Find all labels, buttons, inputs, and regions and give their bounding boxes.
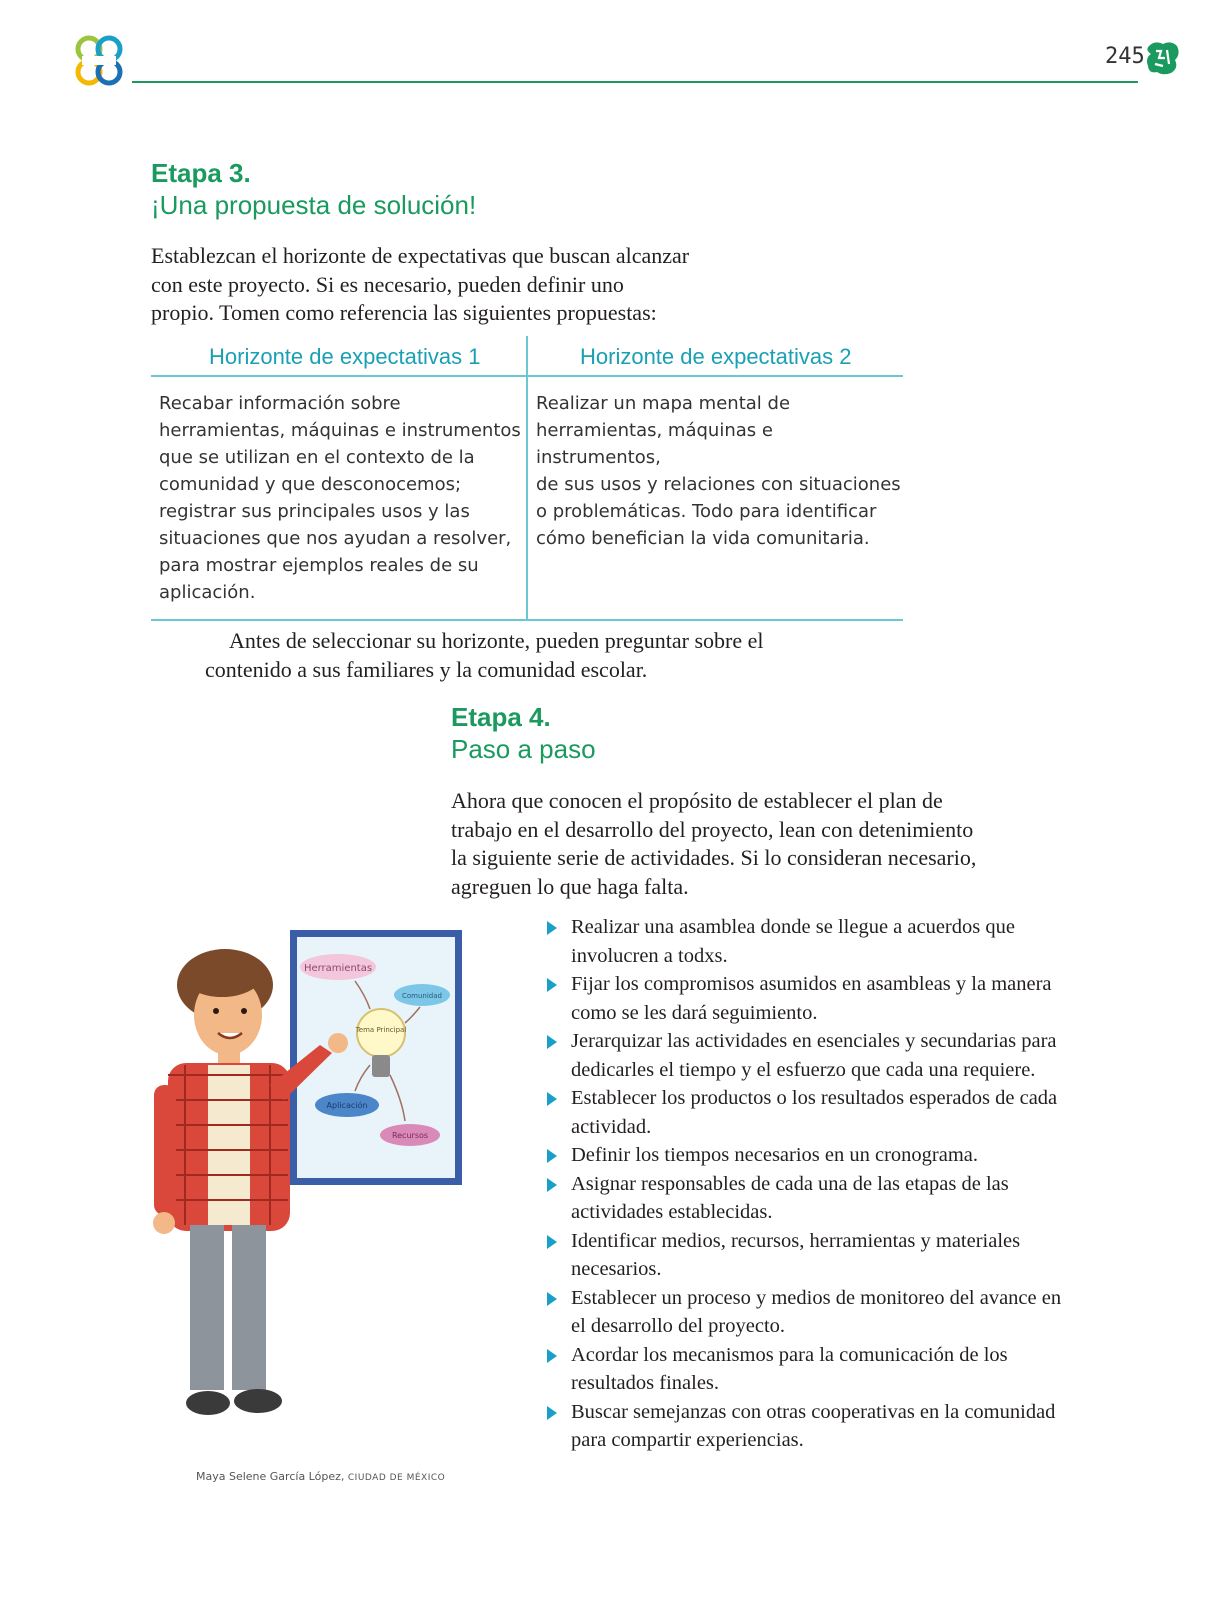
- table-cell-line: situaciones que nos ayudan a resolver,: [159, 528, 512, 549]
- caption-name: Maya Selene García López,: [196, 1470, 345, 1483]
- step-text: Establecer los productos o los resultados esperados de cada actividad.: [571, 1087, 1058, 1138]
- table-cell-line: para mostrar ejemplos reales de su: [159, 555, 479, 576]
- board-label-center: Tema Principal: [355, 1026, 407, 1034]
- caption-place: CIUDAD DE MÉXICO: [347, 1473, 446, 1483]
- step-text: Realizar una asamblea donde se llegue a acuerdos que involucren a todxs.: [571, 916, 1015, 967]
- triangle-bullet-icon: [547, 921, 557, 935]
- list-item: [545, 1027, 1075, 1084]
- table-cell-line: que se utilizan en el contexto de la: [159, 447, 475, 468]
- step-text: Definir los tiempos necesarios en un cronograma.: [571, 1144, 979, 1166]
- stage3-note-line: Antes de seleccionar su horizonte, pueden preguntar sobre el: [229, 628, 764, 653]
- stage4-intro-line: agreguen lo que haga falta.: [451, 873, 689, 899]
- board-label-solution: Aplicación: [326, 1101, 368, 1110]
- step-text: Establecer un proceso y medios de monitoreo del avance en el desarrollo del proyecto.: [571, 1286, 1062, 1337]
- table-cell-line: Recabar información sobre: [159, 393, 401, 414]
- table-cell-line: aplicación.: [159, 582, 256, 603]
- stage3-intro-line: Establezcan el horizonte de expectativas que buscan alcanzar: [151, 243, 690, 268]
- list-item: [545, 1227, 1075, 1284]
- step-text: Jerarquizar las actividades en esenciales y secundarias para dedicarles el tiempo y el esfuerzo que cada una requiere.: [571, 1030, 1057, 1081]
- triangle-bullet-icon: [547, 978, 557, 992]
- stage4-intro: [451, 787, 976, 901]
- expectations-table: [151, 336, 903, 621]
- list-item: [545, 1141, 1075, 1170]
- triangle-bullet-icon: [547, 1178, 557, 1192]
- step-text: Acordar los mecanismos para la comunicación de los resultados finales.: [571, 1343, 1008, 1394]
- stage4-label: Etapa 4.: [451, 702, 551, 732]
- list-item: [545, 1170, 1075, 1227]
- list-item: [545, 1084, 1075, 1141]
- table-cell-2: [536, 390, 903, 552]
- step-text: Buscar semejanzas con otras cooperativas en la comunidad para compartir experiencias.: [571, 1400, 1056, 1451]
- interlocking-rings-logo-icon: [72, 34, 126, 88]
- list-item: [545, 1341, 1075, 1398]
- stage4-intro-line: trabajo en el desarrollo del proyecto, lean con detenimiento: [451, 816, 974, 842]
- stage3-intro-line: propio. Tomen como referencia las siguientes propuestas:: [151, 300, 657, 325]
- board-label-community: Comunidad: [402, 992, 442, 1000]
- triangle-bullet-icon: [547, 1292, 557, 1306]
- boy-presenting-mind-map-illustration-icon: [150, 925, 480, 1455]
- page-number: 245: [1105, 44, 1145, 69]
- step-text: Asignar responsables de cada una de las etapas de las actividades establecidas.: [571, 1172, 1009, 1223]
- green-glyph-emblem-icon: [1145, 40, 1181, 76]
- list-item: [545, 1398, 1075, 1455]
- table-bottom-rule: [151, 619, 903, 621]
- header-rule: [132, 81, 1138, 83]
- table-cell-line: comunidad y que desconocemos;: [159, 474, 462, 495]
- table-cell-line: registrar sus principales usos y las: [159, 501, 470, 522]
- table-cell-line: de sus usos y relaciones con situaciones: [536, 474, 901, 495]
- illustration-caption: [196, 1470, 445, 1483]
- triangle-bullet-icon: [547, 1092, 557, 1106]
- stage3-note-line: contenido a sus familiares y la comunidad escolar.: [205, 656, 648, 682]
- table-header-1: Horizonte de expectativas 1: [209, 344, 481, 369]
- stage3-note: [205, 627, 764, 684]
- board-label-resources: Recursos: [391, 1131, 429, 1140]
- triangle-bullet-icon: [547, 1035, 557, 1049]
- triangle-bullet-icon: [547, 1235, 557, 1249]
- stage4-intro-line: la siguiente serie de actividades. Si lo consideran necesario,: [451, 845, 977, 870]
- table-cell-line: herramientas, máquinas e instrumentos,: [536, 420, 773, 468]
- stage3-intro-line: con este proyecto. Si es necesario, pueden definir uno: [151, 271, 624, 297]
- table-cell-1: [159, 390, 521, 606]
- table-cell-line: herramientas, máquinas e instrumentos: [159, 420, 521, 441]
- stage3-title: ¡Una propuesta de solución!: [151, 190, 477, 220]
- stage4-title: Paso a paso: [451, 734, 596, 764]
- board-label-tools: Herramientas: [303, 963, 373, 974]
- step-text: Identificar medios, recursos, herramientas y materiales necesarios.: [571, 1229, 1021, 1280]
- stage4-intro-line: Ahora que conocen el propósito de establecer el plan de: [451, 788, 943, 813]
- steps-list: [545, 913, 1075, 1455]
- table-header-2: Horizonte de expectativas 2: [580, 344, 852, 369]
- table-cell-line: Realizar un mapa mental de: [536, 393, 791, 414]
- triangle-bullet-icon: [547, 1149, 557, 1163]
- triangle-bullet-icon: [547, 1349, 557, 1363]
- stage3-intro: [151, 242, 689, 328]
- list-item: [545, 1284, 1075, 1341]
- triangle-bullet-icon: [547, 1406, 557, 1420]
- table-column-divider: [526, 336, 528, 621]
- table-cell-line: o problemáticas. Todo para identificar: [536, 501, 877, 522]
- list-item: [545, 970, 1075, 1027]
- step-text: Fijar los compromisos asumidos en asambleas y la manera como se les dará seguimiento.: [571, 973, 1052, 1024]
- list-item: [545, 913, 1075, 970]
- table-cell-line: cómo benefician la vida comunitaria.: [536, 528, 870, 549]
- stage3-label: Etapa 3.: [151, 158, 251, 188]
